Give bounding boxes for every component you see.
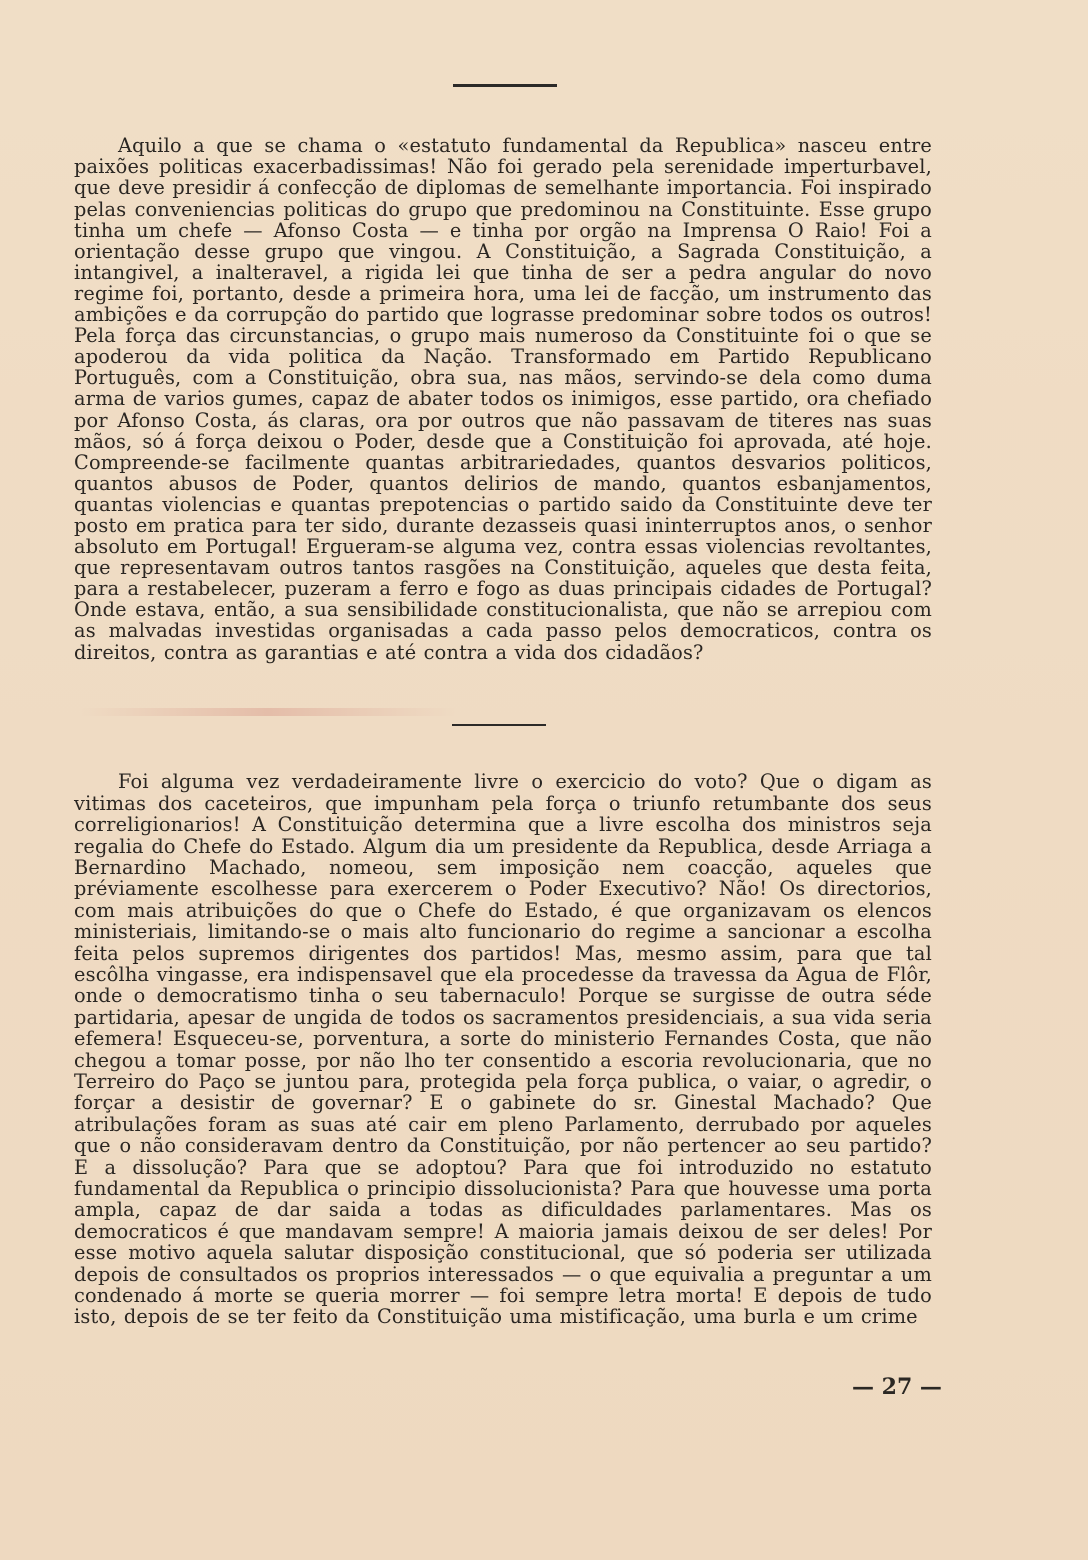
page-stain	[78, 708, 458, 716]
top-divider	[453, 84, 557, 87]
paragraph-2	[74, 771, 932, 1328]
middle-divider	[452, 724, 546, 726]
paragraph-2-text: Foi alguma vez verdadeiramente livre o exercicio do voto? Que o digam as vitimas dos caceteiros, que impunham pela força o triunfo retumbante dos seus correligionarios! A Constituição determina que a livre escolha dos ministros seja regalia do Chefe do Estado. Algum dia um presidente da Republica, desde Arriaga a Bernardino Machado, nomeou, sem imposição nem coacção, aqueles que préviamente escolhesse para exercerem o Poder Executivo? Não! Os directorios, com mais atribuições do que o Chefe do Estado, é que organizavam os elencos ministeriais, limitando-se o mais alto funcionario do regime a sancionar a escolha feita pelos supremos dirigentes dos partidos! Mas, mesmo assim, para que tal escôlha vingasse, era indispensavel que ela procedesse da travessa da Agua de Flôr, onde o democratismo tinha o seu tabernaculo! Porque se surgisse de outra séde partidaria, apesar de ungida de todos os sacramentos presidenciais, a sua vida seria efemera! Esqueceu-se, porventura, a sorte do ministerio Fernandes Costa, que não chegou a tomar posse, por não lho ter consentido a escoria revolucionaria, que no Terreiro do Paço se juntou para, protegida pela força publica, o vaiar, o agredir, o forçar a desistir de governar? E o gabinete do sr. Ginestal Machado? Que atribulações foram as suas até cair em pleno Parlamento, derrubado por aqueles que o não consideravam dentro da Constituição, por não pertencer ao seu partido? E a dissolução? Para que se adoptou? Para que foi introduzido no estatuto fundamental da Republica o principio dissolucionista? Para que houvesse uma porta ampla, capaz de dar saida a todas as dificuldades parlamentares. Mas os democraticos é que mandavam sempre! A maioria jamais deixou de ser deles! Por esse motivo aquela salutar disposição constitucional, que só poderia ser utilizada depois de consultados os proprios interessados — o que equivalia a preguntar a um condenado á morte se queria morrer — foi sempre letra morta! E depois de tudo isto, depois de se ter feito da Constituição uma mistificação, uma burla e um crime	[74, 770, 932, 1329]
page-number: — 27 —	[852, 1374, 942, 1400]
paragraph-1	[74, 135, 932, 662]
paragraph-1-text: Aquilo a que se chama o «estatuto fundamental da Republica» nasceu entre paixões politicas exacerbadissimas! Não foi gerado pela serenidade imperturbavel, que deve presidir á confecção de diplomas de semelhante importancia. Foi inspirado pelas conveniencias politicas do grupo que predominou na Constituinte. Esse grupo tinha um chefe — Afonso Costa — e tinha por orgão na Imprensa O Raio! Foi a orientação desse grupo que vingou. A Constituição, a Sagrada Constituição, a intangivel, a inalteravel, a rigida lei que tinha de ser a pedra angular do novo regime foi, portanto, desde a primeira hora, uma lei de facção, um instrumento das ambições e da corrupção do partido que lograsse predominar sobre todos os outros! Pela força das circunstancias, o grupo mais numeroso da Constituinte foi o que se apoderou da vida politica da Nação. Transformado em Partido Republicano Português, com a Constituição, obra sua, nas mãos, servindo-se dela como duma arma de varios gumes, capaz de abater todos os inimigos, esse partido, ora chefiado por Afonso Costa, ás claras, ora por outros que não passavam de titeres nas suas mãos, só á força deixou o Poder, desde que a Constituição foi aprovada, até hoje. Compreende-se facilmente quantas arbitrariedades, quantos desvarios politicos, quantos abusos de Poder, quantos delirios de mando, quantos esbanjamentos, quantas violencias e quantas prepotencias o partido saido da Constituinte deve ter posto em pratica para ter sido, durante dezasseis quasi ininterruptos anos, o senhor absoluto em Portugal! Ergueram-se alguma vez, contra essas violencias revoltantes, que representavam outros tantos rasgões na Constituição, aqueles que desta feita, para a restabelecer, puzeram a ferro e fogo as duas principais cidades de Portugal? Onde estava, então, a sua sensibilidade constitucionalista, que não se arrepiou com as malvadas investidas organisadas a cada passo pelos democraticos, contra os direitos, contra as garantias e até contra a vida dos cidadãos?	[74, 134, 932, 664]
